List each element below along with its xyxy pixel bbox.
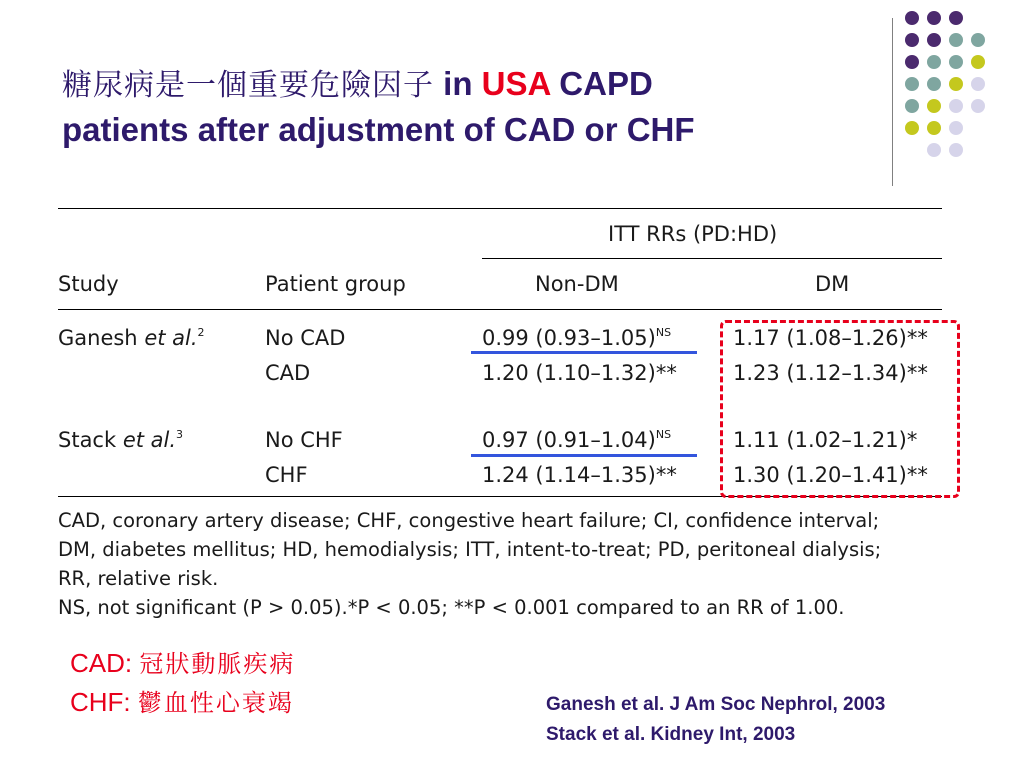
decor-dot xyxy=(949,99,963,113)
decor-dot xyxy=(927,11,941,25)
dm-highlight-box xyxy=(720,320,960,498)
decor-dot xyxy=(905,99,919,113)
header-patient-group: Patient group xyxy=(265,272,406,296)
decor-dot xyxy=(927,143,941,157)
table-row-4-nondm: 1.24 (1.14–1.35)** xyxy=(482,463,677,487)
decor-dot xyxy=(905,11,919,25)
decor-dot xyxy=(949,33,963,47)
title-capd: CAPD xyxy=(559,65,653,102)
decor-dot xyxy=(971,55,985,69)
group-header-rule xyxy=(482,258,942,259)
reference-2: Stack et al. Kidney Int, 2003 xyxy=(546,724,796,745)
abbreviation-list xyxy=(70,644,295,722)
table-row-4-dm: 1.30 (1.20–1.41)** xyxy=(733,463,928,487)
table-row-2-group: CAD xyxy=(265,361,311,385)
references xyxy=(546,690,885,750)
decor-dot xyxy=(949,55,963,69)
table-row-1-study: Ganesh et al.$^2$ xyxy=(58,326,205,350)
title-line-2: patients after adjustment of CAD or CHF xyxy=(62,111,695,148)
header-rule xyxy=(58,309,942,310)
table-row-2-nondm: 1.20 (1.10–1.32)** xyxy=(482,361,677,385)
decor-dot xyxy=(927,99,941,113)
decor-dot xyxy=(949,77,963,91)
decor-dot xyxy=(949,121,963,135)
header-non-dm: Non-DM xyxy=(535,272,619,296)
highlight-underline-2 xyxy=(471,454,697,457)
footnote-line-1: CAD, coronary artery disease; CHF, congestive heart failure; CI, confidence interval; xyxy=(58,509,880,532)
header-study: Study xyxy=(58,272,119,296)
decor-dot xyxy=(927,33,941,47)
highlight-underline-1 xyxy=(471,351,697,354)
table-row-4-group: CHF xyxy=(265,463,308,487)
rr-table xyxy=(58,206,942,498)
decor-dot xyxy=(905,55,919,69)
reference-1: Ganesh et al. J Am Soc Nephrol, 2003 xyxy=(546,694,886,715)
decor-dot xyxy=(905,77,919,91)
decor-dot xyxy=(971,33,985,47)
table-row-3-group: No CHF xyxy=(265,428,343,452)
footnote-line-2: DM, diabetes mellitus; HD, hemodialysis; ITT, intent-to-treat; PD, peritoneal dialysis; xyxy=(58,538,882,561)
title-cjk: 糖尿病是一個重要危險因子 xyxy=(62,68,434,103)
table-row-1-dm: 1.17 (1.08–1.26)** xyxy=(733,326,928,350)
table-row-3-study: Stack et al.$^3$ xyxy=(58,428,184,452)
slide-title xyxy=(62,62,862,152)
abbreviation-chf: CHF: 鬱血性心衰竭 xyxy=(70,687,294,717)
group-header: ITT RRs (PD:HD) xyxy=(608,222,778,246)
decor-dot xyxy=(971,77,985,91)
title-line-1 xyxy=(62,62,862,108)
table-row-3-dm: 1.11 (1.02–1.21)* xyxy=(733,428,918,452)
table-row-2-dm: 1.23 (1.12–1.34)** xyxy=(733,361,928,385)
decor-dot xyxy=(949,143,963,157)
decor-dot xyxy=(927,55,941,69)
decor-dot xyxy=(905,33,919,47)
abbreviation-cad: CAD: 冠狀動脈疾病 xyxy=(70,648,296,678)
table-footnotes xyxy=(58,506,948,622)
table-row-3-nondm: 0.97 $(0.91-1.04)^{NS}$ xyxy=(482,428,672,452)
title-in: in xyxy=(443,65,473,102)
decor-dot xyxy=(927,77,941,91)
footnote-line-3: RR, relative risk. xyxy=(58,567,219,590)
table-top-rule xyxy=(58,208,942,209)
table-row-1-group: No CAD xyxy=(265,326,346,350)
decor-dot xyxy=(971,99,985,113)
decor-dot xyxy=(905,121,919,135)
decorative-dot-grid xyxy=(905,11,1015,171)
footnote-line-4: NS, not significant (P > 0.05).*P < 0.05; **P < 0.001 compared to an RR of 1.00. xyxy=(58,596,845,619)
header-dm: DM xyxy=(815,272,850,296)
decorative-divider xyxy=(892,18,893,186)
decor-dot xyxy=(949,11,963,25)
title-usa: USA xyxy=(481,65,551,102)
table-row-1-nondm: 0.99 $(0.93-1.05)^{NS}$ xyxy=(482,326,672,350)
decor-dot xyxy=(927,121,941,135)
